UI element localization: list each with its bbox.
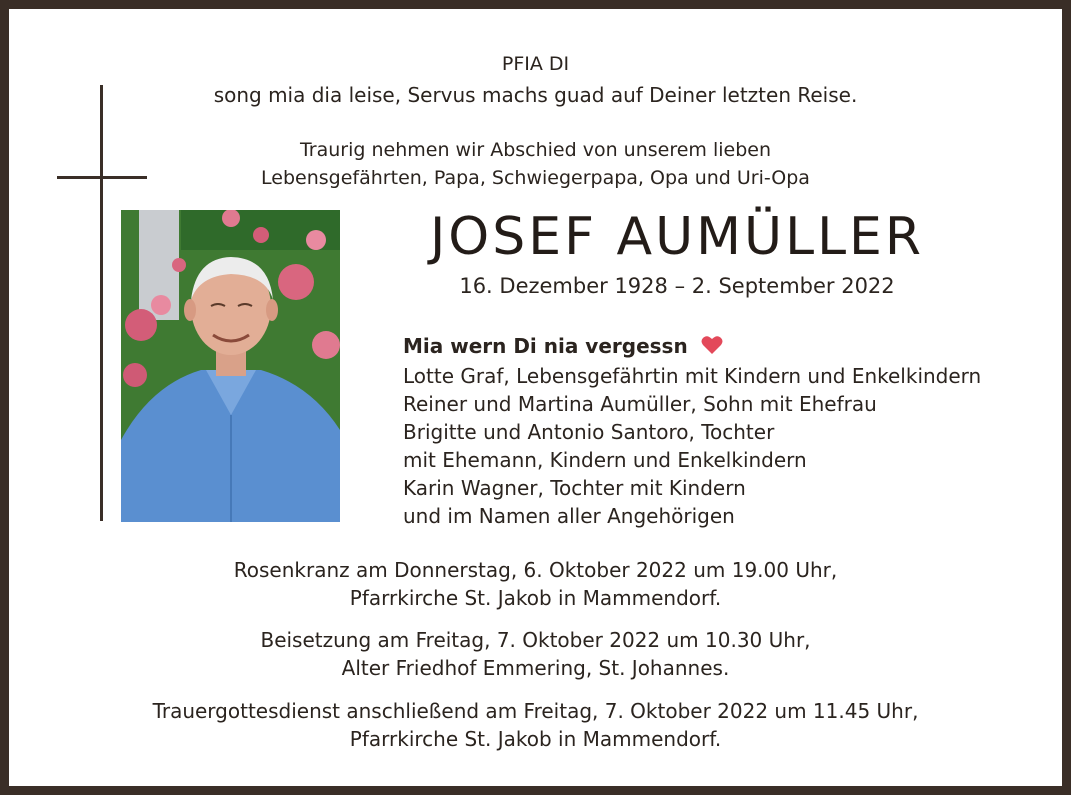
mass-line-1: Trauergottesdienst anschließend am Freitag, 7. Oktober 2022 um 11.45 Uhr, xyxy=(152,699,919,723)
intro-line-2: Lebensgefährten, Papa, Schwiegerpapa, Opa und Uri-Opa xyxy=(261,167,810,189)
burial-line-1: Beisetzung am Freitag, 7. Oktober 2022 um 10.30 Uhr, xyxy=(260,628,811,652)
mourners-list xyxy=(403,332,981,530)
mass-line-2: Pfarrkirche St. Jakob in Mammendorf. xyxy=(349,727,722,751)
mourner-line: mit Ehemann, Kindern und Enkelkindern xyxy=(403,448,807,472)
farewell-line xyxy=(403,332,981,362)
mourner-line: und im Namen aller Angehörigen xyxy=(403,504,735,528)
rosary-line-2: Pfarrkirche St. Jakob in Mammendorf. xyxy=(349,586,722,610)
farewell-text: Mia wern Di nia vergessn xyxy=(403,334,688,358)
motto-title: PFIA DI xyxy=(501,53,570,75)
motto-line: song mia dia leise, Servus machs guad auf Deiner letzten Reise. xyxy=(213,83,858,107)
life-dates: 16. Dezember 1928 – 2. September 2022 xyxy=(459,274,895,298)
intro-line-1: Traurig nehmen wir Abschied von unserem lieben xyxy=(299,139,772,161)
mourner-line: Karin Wagner, Tochter mit Kindern xyxy=(403,476,746,500)
heart-icon xyxy=(701,334,723,362)
mourner-line: Reiner und Martina Aumüller, Sohn mit Ehefrau xyxy=(403,392,877,416)
burial-line-2: Alter Friedhof Emmering, St. Johannes. xyxy=(341,656,730,680)
mourner-line: Lotte Graf, Lebensgefährtin mit Kindern und Enkelkindern xyxy=(403,364,982,388)
deceased-name: JOSEF AUMÜLLER xyxy=(429,207,925,267)
portrait-photo xyxy=(121,210,340,522)
rosary-line-1: Rosenkranz am Donnerstag, 6. Oktober 2022 um 19.00 Uhr, xyxy=(233,558,838,582)
mourner-line: Brigitte und Antonio Santoro, Tochter xyxy=(403,420,775,444)
